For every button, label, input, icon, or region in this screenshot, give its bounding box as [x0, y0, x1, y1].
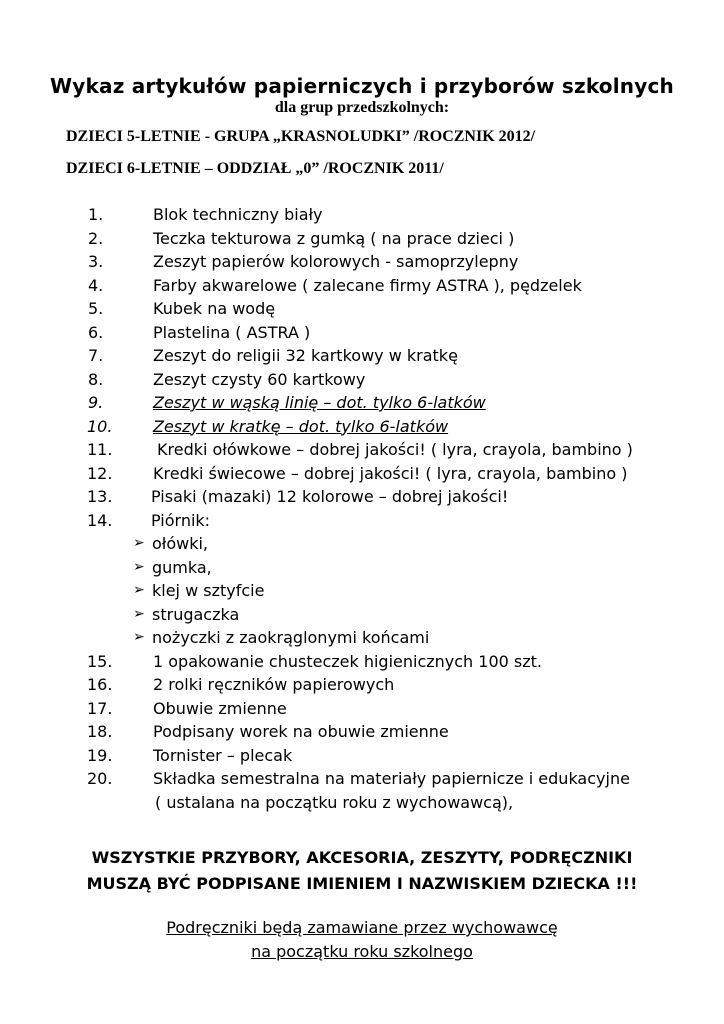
- pencil-case-item: [0, 579, 724, 603]
- list-item: [0, 415, 724, 439]
- item-number: 18.: [87, 722, 113, 741]
- item-text: Podpisany worek na obuwie zmienne: [153, 722, 449, 741]
- item-number: 9.: [88, 393, 104, 412]
- item-text: Teczka tekturowa z gumką ( na prace dzieci ): [153, 228, 515, 248]
- item-number: 17.: [87, 698, 113, 718]
- item-text: klej w sztyfcie: [152, 581, 265, 600]
- list-item: [0, 274, 724, 298]
- item-number: 12.: [87, 463, 113, 483]
- item-text: ołówki,: [152, 534, 209, 553]
- item-number: 10.: [87, 416, 113, 436]
- pencil-case-item: [0, 556, 724, 580]
- warning-line-2: MUSZĄ BYĆ PODPISANE IMIENIEM I NAZWISKIEM DZIECKA !!!: [86, 874, 638, 893]
- list-item: [0, 203, 724, 227]
- pencil-case-item: [0, 532, 724, 556]
- item-number: 5.: [88, 299, 104, 318]
- item-number: 4.: [88, 275, 104, 295]
- textbook-note-line-1: Podręczniki będą zamawiane przez wychowawcę: [166, 918, 558, 937]
- item-text: Zeszyt do religii 32 kartkowy w kratkę: [153, 346, 458, 365]
- item-text: Kredki ołówkowe – dobrej jakości! ( lyra, crayola, bambino ): [157, 440, 633, 459]
- group-heading-6-year-olds: DZIECI 6-LETNIE – ODDZIAŁ „0” /ROCZNIK 2011/: [66, 160, 444, 177]
- item-number: 14.: [87, 510, 113, 530]
- arrow-bullet-icon: ➢: [133, 558, 145, 575]
- arrow-bullet-icon: ➢: [133, 535, 145, 551]
- item-text: Zeszyt papierów kolorowych - samoprzylepny: [153, 252, 519, 271]
- item-text: strugaczka: [152, 604, 240, 624]
- item-text: 2 rolki ręczników papierowych: [153, 675, 395, 694]
- item-text: Plastelina ( ASTRA ): [153, 322, 311, 342]
- item-text: Farby akwarelowe ( zalecane firmy ASTRA ), pędzelek: [153, 275, 582, 295]
- item-number: 13.: [87, 487, 113, 506]
- list-item: [0, 767, 724, 791]
- list-item: [0, 250, 724, 274]
- item-text: Składka semestralna na materiały papiernicze i edukacyjne: [153, 769, 630, 788]
- item-number: 16.: [87, 675, 113, 694]
- item-text: Zeszyt w wąską linię – dot. tylko 6-latków: [153, 393, 486, 412]
- item-number: 15.: [87, 651, 113, 671]
- group-heading-5-year-olds: DZIECI 5-LETNIE - GRUPA „KRASNOLUDKI” /ROCZNIK 2012/: [66, 128, 536, 145]
- supply-list: [0, 203, 724, 814]
- document-subtitle: dla grup przedszkolnych:: [274, 99, 450, 116]
- list-item-continuation: [0, 791, 724, 815]
- item-text: Tornister – plecak: [153, 745, 293, 765]
- list-item: [0, 720, 724, 744]
- list-item: [0, 744, 724, 768]
- item-text: Zeszyt czysty 60 kartkowy: [153, 369, 366, 389]
- arrow-bullet-icon: ➢: [133, 629, 145, 645]
- item-text: Blok techniczny biały: [153, 205, 323, 224]
- pencil-case-item: [0, 626, 724, 650]
- item-text: Pisaki (mazaki) 12 kolorowe – dobrej jakości!: [151, 487, 509, 506]
- item-text: Kredki świecowe – dobrej jakości! ( lyra, crayola, bambino ): [153, 463, 628, 483]
- item-number: 19.: [87, 745, 113, 765]
- list-item: [0, 391, 724, 415]
- list-item: [0, 650, 724, 674]
- list-item: [0, 462, 724, 486]
- list-item: [0, 227, 724, 251]
- list-item: [0, 509, 724, 533]
- list-item: [0, 321, 724, 345]
- item-number: 6.: [88, 322, 104, 342]
- item-text: Obuwie zmienne: [153, 698, 287, 718]
- item-number: 3.: [88, 252, 104, 271]
- warning-line-1: WSZYSTKIE PRZYBORY, AKCESORIA, ZESZYTY, PODRĘCZNIKI: [91, 848, 633, 867]
- arrow-bullet-icon: ➢: [133, 605, 145, 622]
- list-item: [0, 485, 724, 509]
- pencil-case-item: [0, 603, 724, 627]
- item-number: 20.: [87, 769, 113, 788]
- arrow-bullet-icon: ➢: [133, 582, 145, 598]
- item-text: Kubek na wodę: [153, 299, 276, 318]
- item-number: 7.: [88, 346, 104, 365]
- document-title: Wykaz artykułów papierniczych i przyborów szkolnych: [50, 74, 674, 98]
- item-number: 2.: [88, 228, 104, 248]
- item-text: nożyczki z zaokrąglonymi końcami: [152, 628, 430, 647]
- list-item: [0, 297, 724, 321]
- list-item: [0, 344, 724, 368]
- list-item: [0, 438, 724, 462]
- item-text: Zeszyt w kratkę – dot. tylko 6-latków: [153, 416, 449, 436]
- item-text: Piórnik:: [151, 510, 211, 530]
- item-text: ( ustalana na początku roku z wychowawcą),: [155, 792, 514, 812]
- list-item: [0, 368, 724, 392]
- list-item: [0, 673, 724, 697]
- item-number: 8.: [88, 369, 104, 389]
- item-text: gumka,: [152, 557, 212, 577]
- item-text: 1 opakowanie chusteczek higienicznych 100 szt.: [153, 651, 542, 671]
- list-item: [0, 697, 724, 721]
- item-number: 1.: [88, 205, 104, 224]
- textbook-note-line-2: na początku roku szkolnego: [251, 942, 473, 961]
- item-number: 11.: [87, 440, 113, 459]
